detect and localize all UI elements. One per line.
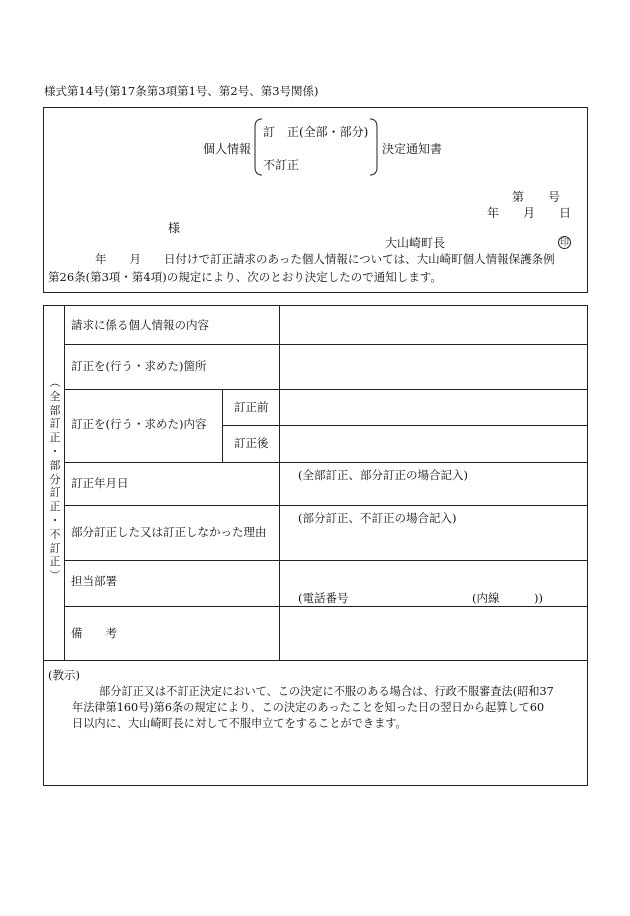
option-not-correct: 不訂正: [263, 158, 300, 172]
instruction-divider: [43, 660, 588, 661]
side-char: ︶: [49, 569, 61, 583]
label-remarks: 備 考: [71, 626, 117, 640]
issuer-name: 大山崎町長: [385, 236, 446, 250]
side-char: 分: [49, 472, 61, 486]
side-char: 全: [49, 389, 61, 403]
row-line: [64, 505, 588, 506]
row-line: [64, 560, 588, 561]
side-char: 正: [49, 500, 61, 514]
notice-title-prefix: 個人情報: [203, 142, 252, 156]
notice-body-line1: 年 月 日付けで訂正請求のあった個人情報については、大山崎町個人情報保護条例: [95, 252, 555, 266]
label-substance: 訂正を(行う・求めた)内容: [71, 417, 207, 431]
side-char: 部: [49, 403, 61, 417]
side-label: [48, 377, 62, 584]
side-char: 不: [49, 527, 61, 541]
label-date: 訂正年月日: [71, 476, 129, 490]
notice-title-suffix: 決定通知書: [382, 142, 443, 156]
form-header: 様式第14号(第17条第3項第1号、第2号、第3号関係): [44, 84, 319, 98]
label-after: 訂正後: [234, 436, 269, 450]
label-dept: 担当部署: [71, 574, 117, 588]
notice-body-line2: 第26条(第3項・第4項)の規定により、次のとおり決定したので通知します。: [48, 270, 442, 284]
instruction-line3: 日以内に、大山崎町長に対して不服申立てをすることができます。: [72, 717, 407, 730]
row-line: [64, 344, 588, 345]
right-bracket: [369, 118, 379, 176]
notice-date: 年 月 日: [487, 206, 572, 220]
note-date: (全部訂正、部分訂正の場合記入): [298, 468, 468, 482]
instruction-line1: 部分訂正又は不訂正決定において、この決定に不服のある場合は、行政不服審査法(昭和37: [99, 685, 554, 698]
side-char: 部: [49, 458, 61, 472]
option-correct: 訂 正(全部・部分): [263, 125, 369, 139]
instruction-heading: (教示): [48, 668, 80, 682]
side-char: 訂: [49, 486, 61, 500]
label-reason: 部分訂正した又は訂正しなかった理由: [71, 525, 267, 539]
side-char: ・: [49, 513, 61, 527]
notice-number: 第 号: [512, 190, 561, 204]
side-char: 訂: [49, 417, 61, 431]
label-location: 訂正を(行う・求めた)箇所: [71, 359, 207, 373]
label-before: 訂正前: [234, 400, 269, 414]
side-char: 正: [49, 555, 61, 569]
seal-icon: 印: [559, 238, 569, 248]
side-char: 正: [49, 431, 61, 445]
row-line: [64, 606, 588, 607]
instruction-line2: 年法律第160号)第6条の規定により、この決定のあったことを知った日の翌日から起算して60: [72, 701, 545, 714]
extension-label: (内線 )): [472, 591, 543, 605]
side-char: ・: [49, 444, 61, 458]
addressee-label: 様: [168, 221, 181, 235]
left-bracket: [253, 118, 263, 176]
label-content: 請求に係る個人情報の内容: [71, 318, 209, 332]
note-reason: (部分訂正、不訂正の場合記入): [298, 511, 457, 525]
row-line: [222, 425, 588, 426]
row-line: [64, 462, 588, 463]
phone-label: (電話番号: [298, 591, 349, 605]
side-char: 訂: [49, 541, 61, 555]
row-line: [64, 389, 588, 390]
side-char: ︵: [49, 376, 61, 389]
